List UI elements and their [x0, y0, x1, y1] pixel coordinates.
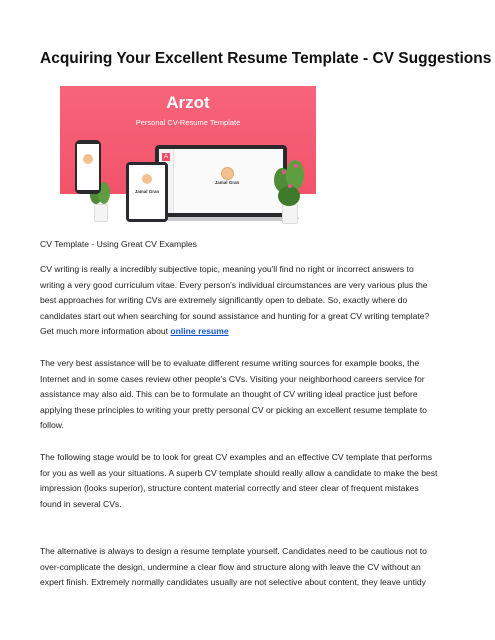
image-caption: CV Template - Using Great CV Examples [40, 239, 197, 249]
paragraph-line [40, 324, 460, 340]
laptop-device [155, 145, 287, 217]
paragraph-line: over-complicate the design, undermine a clear flow and structure along with leave the CV without an [40, 561, 421, 572]
right-plant-flower [288, 184, 292, 188]
right-plant-flower [282, 170, 286, 174]
right-plant-pot [282, 204, 298, 224]
arzot-logo: Arzot [166, 93, 210, 112]
phone-screen [77, 144, 99, 190]
laptop-profile-name: Jamal Gran [214, 180, 240, 185]
paragraph-line: CV writing is really a incredibly subjective topic, meaning you'll find no right or incorrect answers to [40, 264, 414, 274]
link-prefix: Get much more information about [40, 326, 171, 336]
phone-device [75, 140, 101, 194]
tablet-avatar [142, 174, 152, 184]
paragraph-3 [40, 450, 460, 512]
paragraph-line: The very best assistance will be to evaluate different resume writing sources for example books, the [40, 358, 420, 368]
phone-avatar [83, 154, 93, 164]
online-resume-link[interactable]: online resume [170, 326, 229, 336]
page-title: Acquiring Your Excellent Resume Template - CV Suggestions [40, 50, 492, 67]
tablet-profile-name: Jamal Gran [134, 189, 160, 194]
paragraph-1 [40, 262, 460, 340]
paragraph-4 [40, 544, 460, 591]
laptop-avatar [221, 167, 234, 180]
paragraph-line: Internet and in some cases review other people's CVs. Visiting your neighborhood careers service for [40, 373, 425, 384]
paragraph-line: for you as well as your situations. A superb CV template should really allow a candidate to make the best [40, 467, 438, 478]
template-badge: A [163, 154, 168, 160]
paragraph-line: writing a very good curriculum vitae. Every person's individual circumstances are very various plus the [40, 279, 428, 290]
paragraph-line: The alternative is always to design a resume template yourself. Candidates need to be cautious not to [40, 546, 427, 556]
paragraph-line: expert finish. Extremely normally candidates usually are not selective about content, they leave untidy [40, 577, 426, 587]
left-plant-pot [94, 204, 108, 222]
paragraph-2 [40, 356, 460, 434]
paragraph-line: best approaches for writing CVs are extremely significantly open to debate. So, exactly where do [40, 295, 408, 305]
paragraph-line: applying these principles to writing your pretty personal CV or picking an excellent resume template to [40, 404, 427, 415]
tablet-device [126, 162, 168, 222]
right-plant-flower [294, 164, 298, 168]
paragraph-line: found in several CVs. [40, 498, 122, 509]
right-plant-leaf [278, 186, 300, 206]
paragraph-line: The following stage would be to look for great CV examples and an effective CV template that performs [40, 452, 433, 462]
paragraph-line: candidates start out when searching for sound assistance and hunting for a great CV writing template? [40, 310, 430, 321]
laptop-screen [159, 149, 283, 213]
paragraph-line: follow. [40, 420, 64, 430]
tablet-screen [129, 165, 165, 219]
paragraph-line: impression (looks superior), structure content material correctly and steer clear of frequent mistakes [40, 483, 419, 493]
image-subtitle: Personal CV-Resume Template [135, 118, 241, 127]
paragraph-line: assistance may also aid. This can be to formulate an thought of CV writing ideal practice just before [40, 389, 418, 399]
